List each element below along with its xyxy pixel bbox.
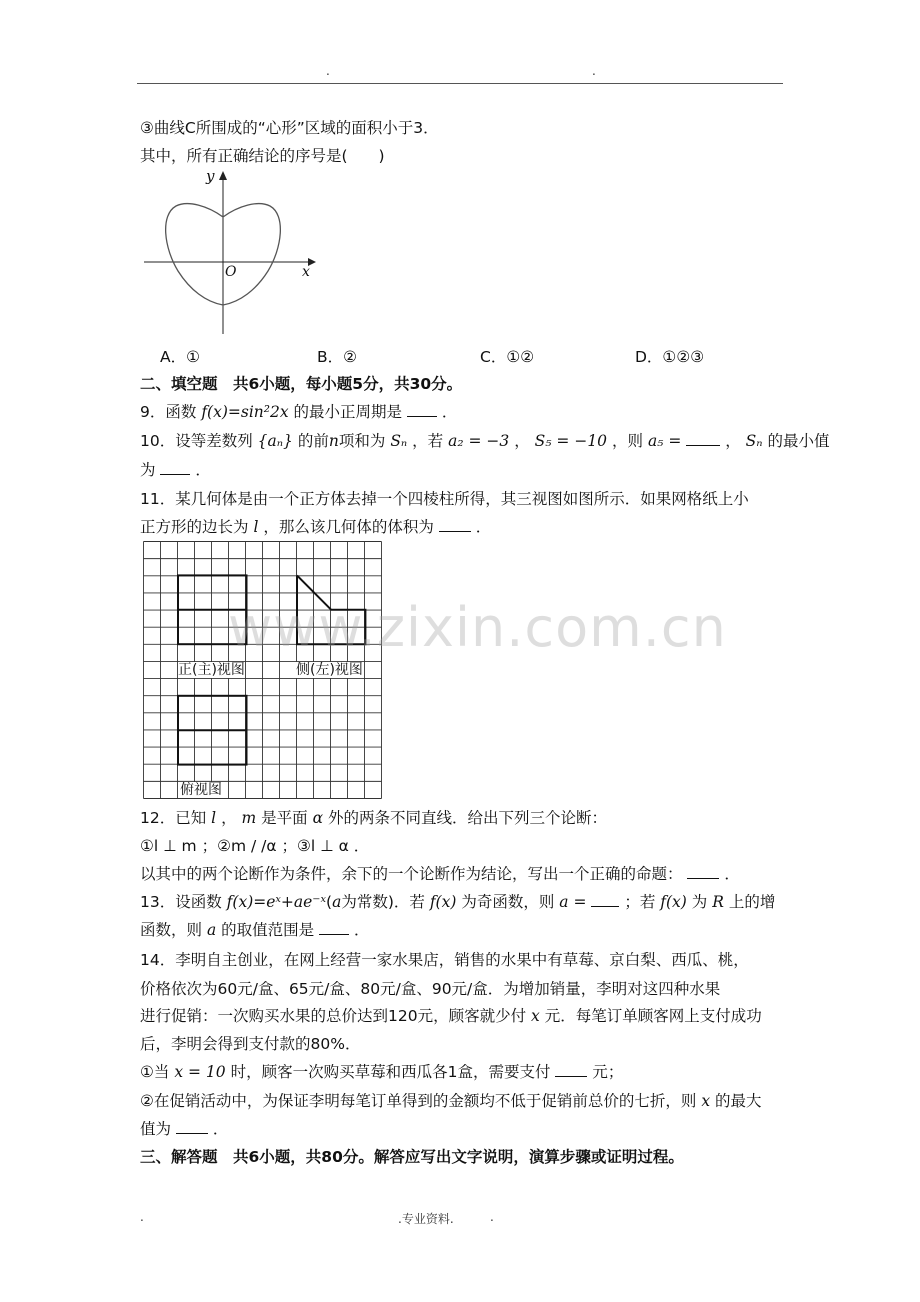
watermark: www.zixin.com.cn [228, 596, 727, 659]
q14-text: 元．每笔订单顾客网上支付成功 [544, 1007, 762, 1025]
q9-answer-blank[interactable] [407, 402, 437, 417]
q14-text: ①当 [140, 1063, 170, 1081]
q13-a: a [332, 893, 342, 911]
footer-center: .专业资料. [398, 1212, 454, 1226]
footer-dot-left: . [140, 1210, 144, 1224]
q8-stem: 其中，所有正确结论的序号是( ) [140, 147, 385, 165]
q10-text: 的最小值 [767, 432, 830, 450]
q10-sequence: {aₙ} [257, 432, 293, 450]
q10-text: 10．设等差数列 [140, 432, 253, 450]
q10-a5: a₅ = [647, 432, 682, 450]
q14-answer-blank-pay[interactable] [555, 1062, 587, 1077]
q13-a: a [206, 921, 217, 939]
q11-text: ． [475, 518, 492, 536]
q11-answer-blank[interactable] [439, 517, 471, 532]
q14-line2: 价格依次为60元/盒、65元/盒、80元/盒、90元/盒．为增加销量，李明对这四种水果 [140, 980, 721, 998]
footer-dot-right: . [490, 1210, 494, 1224]
q12-text: 外的两条不同直线．给出下列三个论断： [328, 809, 608, 827]
heart-curve-figure [140, 168, 320, 338]
q10-text: ． [195, 461, 211, 479]
q10-condition-a2: a₂ = −3 [448, 432, 510, 450]
option-a[interactable]: A．① [160, 348, 200, 366]
q9-text: 的最小正周期是 [293, 403, 403, 421]
q12-line1 [140, 808, 607, 828]
q9-expression: f(x)=sin²2x [201, 403, 289, 421]
q10-text: 项和为 [338, 432, 386, 450]
top-view-shape [178, 696, 247, 765]
q11-text: ，那么该几何体的体积为 [263, 518, 434, 536]
q14-line6 [140, 1091, 762, 1111]
q13-line1 [140, 892, 775, 912]
option-b[interactable]: B．② [317, 348, 358, 366]
y-axis-label: y [206, 168, 215, 185]
q10-line1 [140, 431, 830, 451]
q14-text: 值为 [140, 1120, 172, 1138]
q9-text: 9．函数 [140, 403, 197, 421]
section2-heading: 二、填空题 共6小题，每小题5分，共30分。 [140, 375, 463, 393]
q14-line1: 14．李明自主创业，在网上经营一家水果店，销售的水果中有草莓、京白梨、西瓜、桃， [140, 951, 749, 969]
q13-expression: f(x)=eˣ+ae⁻ˣ [226, 893, 326, 911]
front-view-label: 正(主)视图 [178, 662, 245, 678]
q10-line2 [140, 460, 211, 480]
q12-alpha: α [312, 809, 324, 827]
q12-text: ， [221, 809, 237, 827]
q10-n: n [328, 432, 339, 450]
q14-line4: 后，李明会得到支付款的80%． [140, 1035, 361, 1053]
x-axis-label: x [302, 264, 310, 280]
q13-text: 为奇函数，则 [461, 893, 555, 911]
q10-text: 的前 [297, 432, 329, 450]
q14-text: ． [212, 1120, 229, 1138]
q9 [140, 402, 457, 422]
q13-line2 [140, 920, 370, 940]
q12-text: 是平面 [261, 809, 308, 827]
section3-heading: 三、解答题 共6小题，共80分。解答应写出文字说明，演算步骤或证明过程。 [140, 1148, 684, 1166]
q12-m: m [241, 809, 257, 827]
q14-line3 [140, 1006, 762, 1026]
q10-text: ，若 [412, 432, 444, 450]
q11-line2 [140, 517, 491, 537]
q10-text: ， [514, 432, 530, 450]
q10-text: 为 [140, 461, 156, 479]
q13-text: 的取值范围是 [221, 921, 315, 939]
q14-text: 的最大 [715, 1092, 762, 1110]
option-d[interactable]: D．①②③ [635, 348, 705, 366]
q13-text: 函数，则 [140, 921, 203, 939]
q14-line7 [140, 1119, 228, 1139]
q13-text: ． [354, 921, 370, 939]
q13-fx: f(x) [429, 893, 457, 911]
q14-text: ②在促销活动中，为保证李明每笔订单得到的金额均不低于促销前总价的七折，则 [140, 1092, 697, 1110]
q13-text: 为常数)．若 [341, 893, 425, 911]
header-rule [137, 83, 783, 84]
q13-text: 为 [691, 893, 708, 911]
option-c[interactable]: C．①② [480, 348, 535, 366]
q14-line5 [140, 1062, 623, 1082]
q10-text: ，则 [611, 432, 643, 450]
q12-line3 [140, 864, 740, 884]
q11-l: l [253, 518, 259, 536]
y-axis-arrow-icon [219, 171, 227, 180]
q8-item3: ③曲线C所围成的“心形”区域的面积小于3． [140, 119, 439, 137]
q14-text: 元； [592, 1063, 624, 1081]
q12-l: l [211, 809, 217, 827]
q13-text: 上的增 [728, 893, 776, 911]
q9-text: ． [441, 403, 458, 421]
q14-x-eq: x = 10 [174, 1063, 226, 1081]
q14-x: x [701, 1092, 711, 1110]
header-dot-left: . [326, 64, 330, 78]
q13-text: ；若 [624, 893, 656, 911]
q10-Sn: Sₙ [390, 432, 408, 450]
q13-a-eq: a = [559, 893, 587, 911]
q10-condition-s5: S₅ = −10 [534, 432, 608, 450]
q14-x: x [531, 1007, 540, 1025]
q10-answer-blank-min[interactable] [160, 460, 190, 475]
q12-text: 以其中的两个论断作为条件，余下的一个论断作为结论，写出一个正确的命题： [140, 865, 683, 883]
q13-text: ( [326, 893, 333, 911]
q14-text: 进行促销：一次购买水果的总价达到120元，顾客就少付 [140, 1007, 527, 1025]
q12-answer-blank[interactable] [687, 864, 719, 879]
q12-text: ． [724, 865, 740, 883]
q10-Sn: Sₙ [745, 432, 763, 450]
q10-text: ， [725, 432, 741, 450]
q12-line2: ①l ⊥ m ；②m / /α ；③l ⊥ α ． [140, 837, 370, 855]
q14-text: 时，顾客一次购买草莓和西瓜各1盒，需要支付 [230, 1063, 551, 1081]
q11-line1: 11．某几何体是由一个正方体去掉一个四棱柱所得，其三视图如图所示．如果网格纸上小 [140, 490, 749, 508]
q12-text: 12．已知 [140, 809, 207, 827]
top-view-label: 俯视图 [180, 782, 222, 798]
q13-R: R [712, 893, 724, 911]
q13-answer-blank-a[interactable] [591, 892, 619, 907]
origin-label: O [225, 264, 237, 280]
header-dot-right: . [592, 64, 596, 78]
q13-text: 13．设函数 [140, 893, 222, 911]
q13-fx: f(x) [660, 893, 687, 911]
q14-answer-blank-max[interactable] [176, 1119, 208, 1134]
q13-answer-blank-range[interactable] [319, 920, 349, 935]
q11-text: 正方形的边长为 [140, 518, 249, 536]
side-view-label: 侧(左)视图 [296, 662, 363, 678]
q10-answer-blank-a5[interactable] [686, 431, 720, 446]
